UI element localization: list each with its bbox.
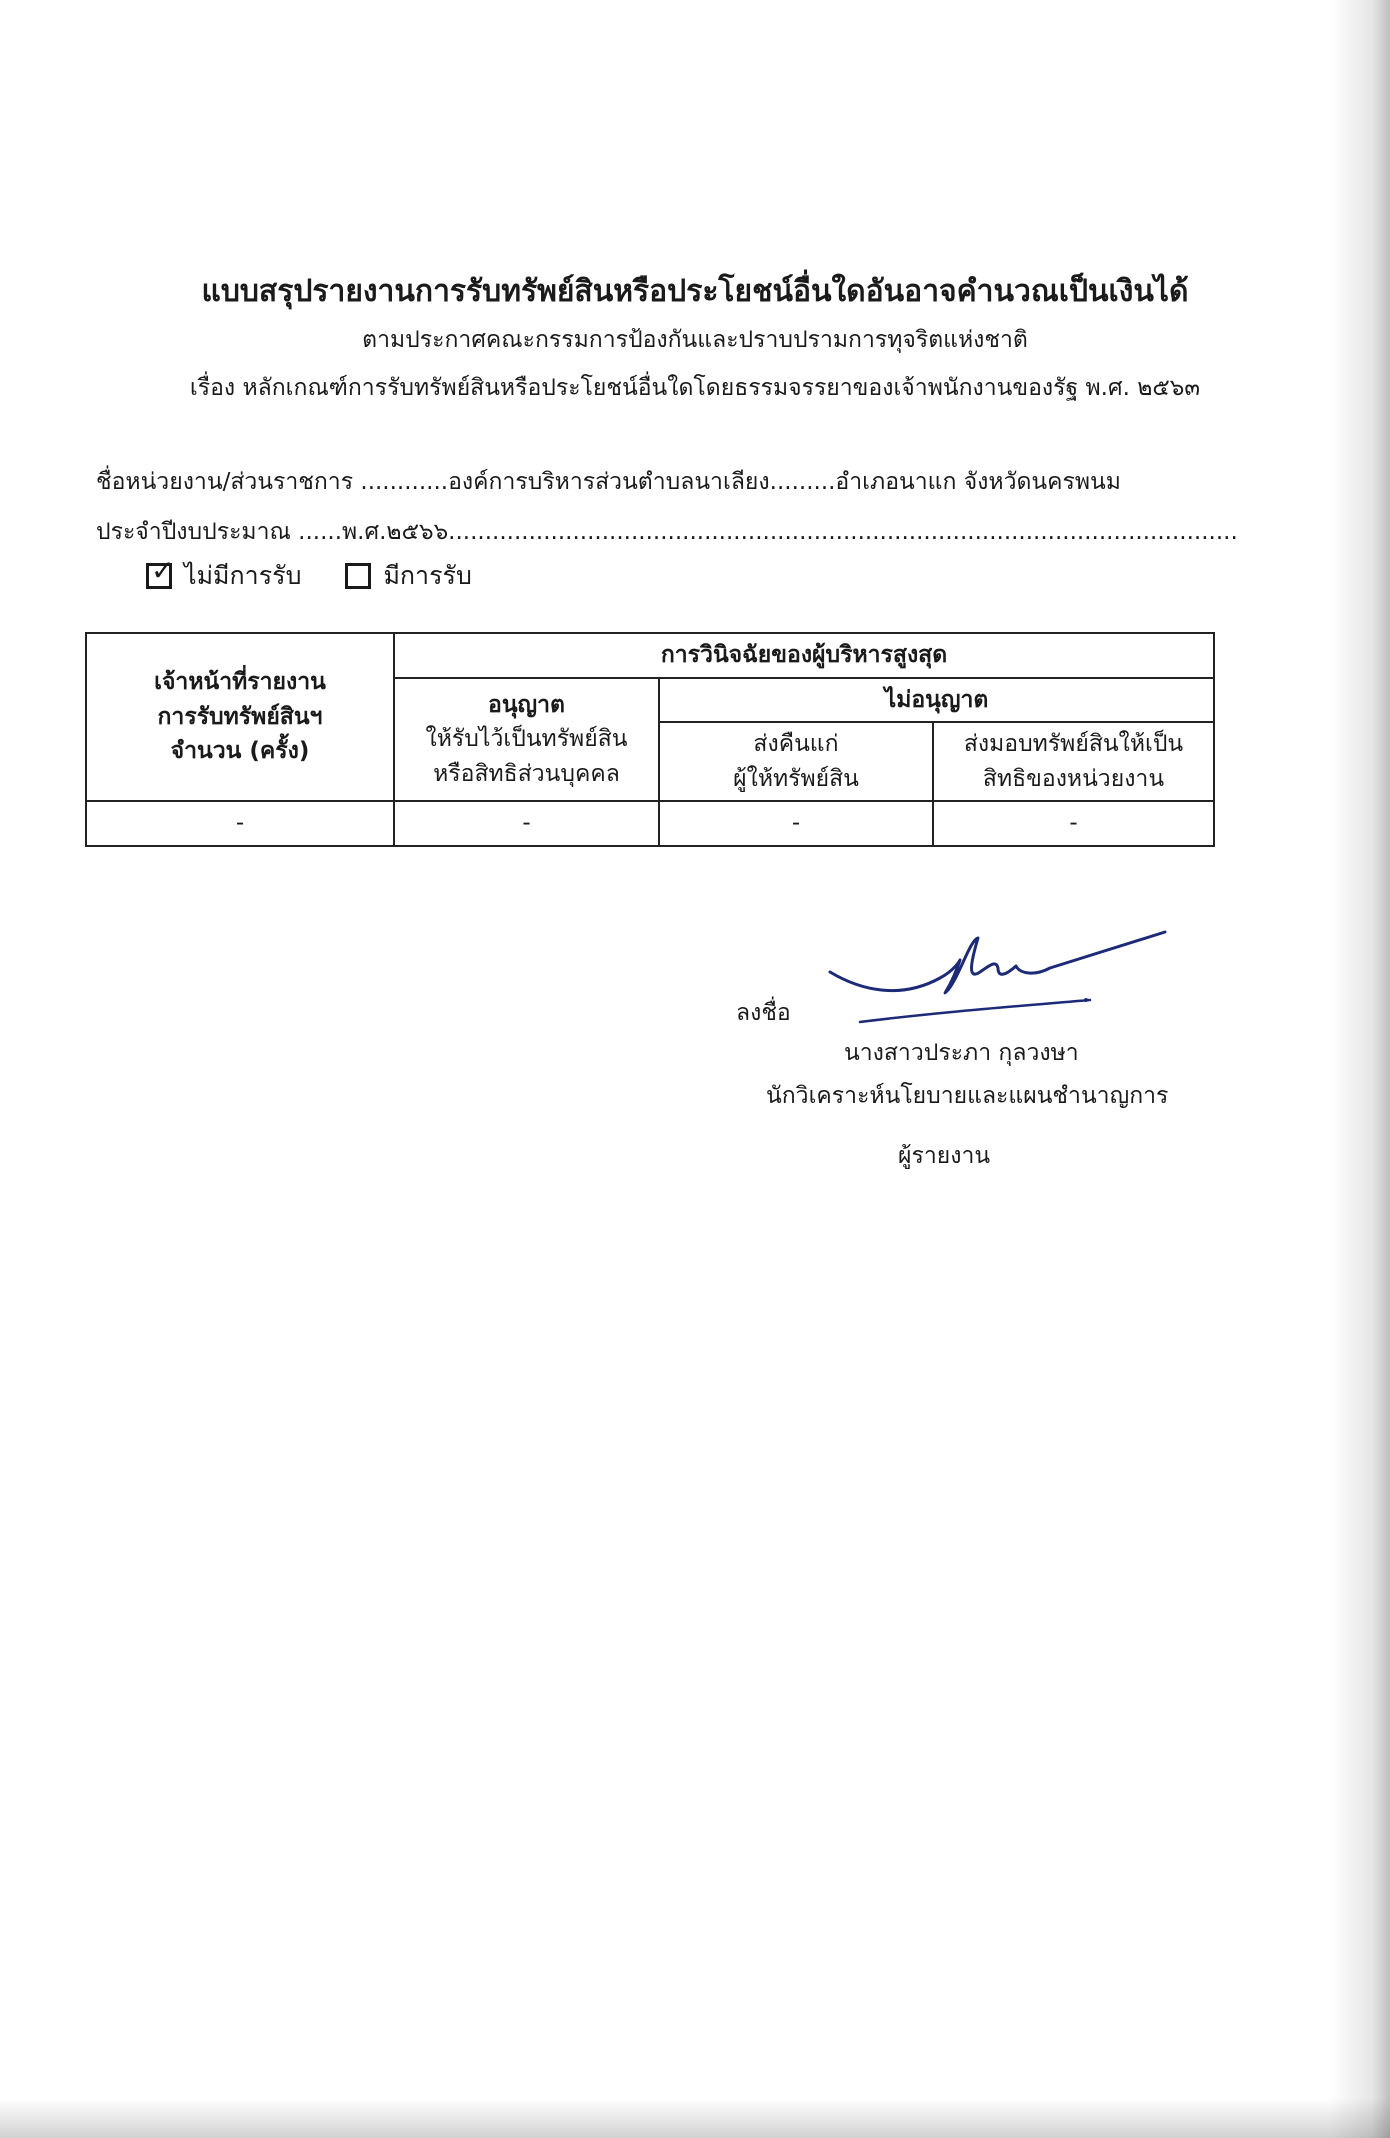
empty-checkbox-icon[interactable] [345,563,371,589]
paper-shadow-edge [1330,0,1390,2138]
header-deny-return: ส่งคืนแก่ ผู้ให้ทรัพย์สิน [659,722,933,801]
table-cell: - [659,801,933,846]
summary-table [85,632,1215,847]
receipt-options [146,556,516,596]
checked-checkbox-icon[interactable]: ✓ [146,563,172,589]
option-has-receipt-label: มีการรับ [383,561,472,590]
header-allow: อนุญาต ให้รับไว้เป็นทรัพย์สิน หรือสิทธิส่วนบุคคล [394,678,659,802]
table-cell: - [86,801,394,846]
table-cell: - [394,801,659,846]
paper-bottom-edge [0,2098,1390,2138]
signer-name: นางสาวประภา กุลวงษา [844,1040,1079,1066]
handwritten-signature [820,920,1180,1030]
header-decision: การวินิจฉัยของผู้บริหารสูงสุด [394,633,1214,678]
signer-position: นักวิเคราะห์นโยบายและแผนชำนาญการ [766,1083,1169,1109]
document-title: แบบสรุปรายงานการรับทรัพย์สินหรือประโยชน์อื่นใดอันอาจคำนวณเป็นเงินได้ [201,274,1189,309]
document-subtitle: ตามประกาศคณะกรรมการป้องกันและปราบปรามการทุจริตแห่งชาติ [362,327,1028,353]
option-no-receipt-label: ไม่มีการรับ [184,561,302,590]
table-row [86,801,1214,846]
agency-line: ชื่อหน่วยงาน/ส่วนราชการ ............องค์การบริหารส่วนตำบลนาเลียง.........อำเภอนาแก จังหวัดนครพนม [96,469,1121,495]
header-report-count: เจ้าหน้าที่รายงาน การรับทรัพย์สินฯ จำนวน (ครั้ง) [86,633,394,801]
option-has-receipt[interactable] [345,556,471,596]
header-deny: ไม่อนุญาต [659,678,1214,723]
header-deny-transfer: ส่งมอบทรัพย์สินให้เป็น สิทธิของหน่วยงาน [933,722,1214,801]
document-subject: เรื่อง หลักเกณฑ์การรับทรัพย์สินหรือประโยชน์อื่นใดโดยธรรมจรรยาของเจ้าพนักงานของรัฐ พ.ศ. ๒๕๖๓ [189,375,1201,401]
table-cell: - [933,801,1214,846]
option-no-receipt[interactable] [146,556,301,596]
signer-role: ผู้รายงาน [898,1143,991,1169]
sign-label: ลงชื่อ [736,1000,791,1026]
budget-year-line: ประจำปีงบประมาณ ......พ.ศ.๒๕๖๖............................................................................................................ [96,519,1238,545]
